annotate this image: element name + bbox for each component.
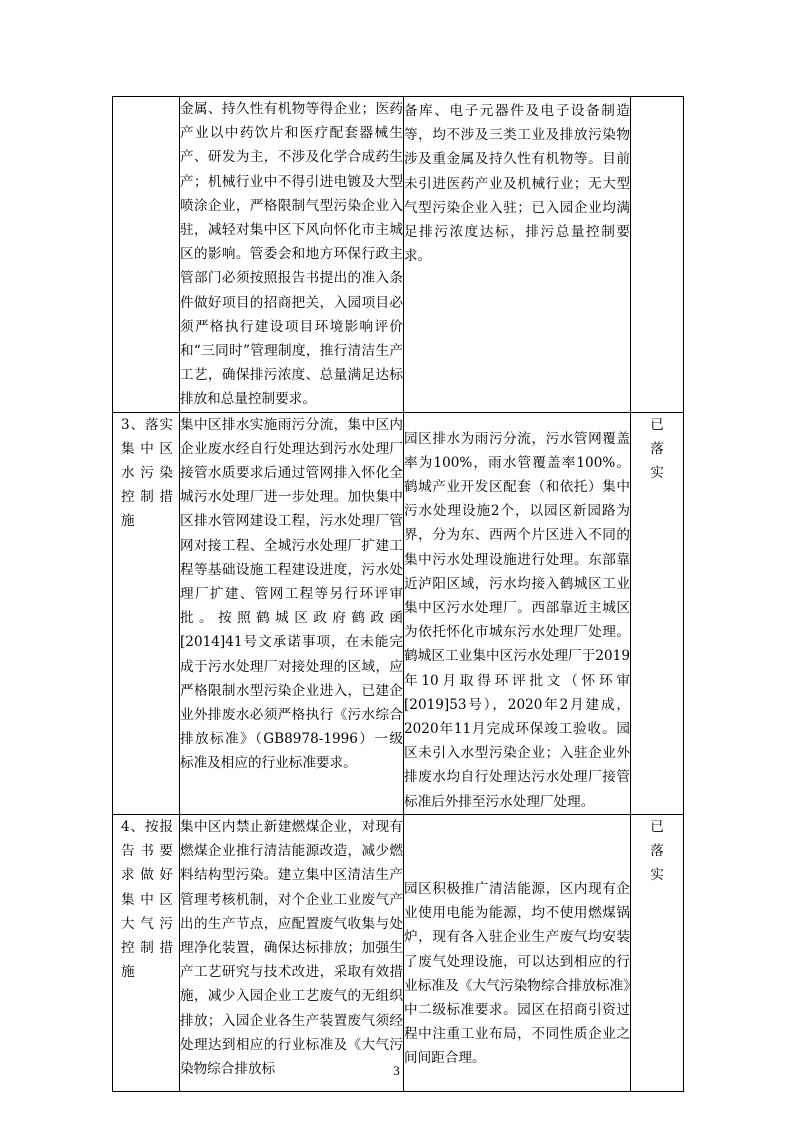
table-row [113, 412, 684, 814]
status-text: 已落实 [650, 416, 664, 481]
measure-cell [113, 412, 180, 814]
table-row [113, 97, 684, 413]
requirement-cell [180, 412, 404, 814]
status-text: 已落实 [650, 818, 664, 883]
implementation-cell [404, 814, 631, 1091]
requirement-cell [180, 814, 404, 1091]
measure-cell [113, 814, 180, 1091]
status-cell [631, 814, 684, 1091]
measure-cell [113, 97, 180, 413]
requirement-cell [180, 97, 404, 413]
requirements-table [112, 96, 684, 1092]
table-row [113, 814, 684, 1091]
page-number: 3 [393, 1063, 400, 1078]
requirement-text: 集中区排水实施雨污分流，集中区内企业废水经自行处理达到污水处理厂接管水质要求后通过管网排入怀化全城污水处理厂进一步处理。加快集中区排水管网建设工程，污水处理厂管网对接工程、全城污水处理厂扩建工程等基础设施工程建设进度，污水处理厂扩建、管网工程等另行环评审批。按照鹤城区政府鹤政函[2014]41号文承诺事项，在未能完成于污水处理厂对接处理的区域，应严格限制水型污染企业进入，已建企业外排废水必须严格执行《污水综合排放标准》（GB8978-1996）一级标准及相应的行业标准要求。 [180, 416, 403, 772]
requirement-text: 金属、持久性有机物等得企业；医药产业以中药饮片和医疗配套器械生产、研发为主，不涉及化学合成药生产；机械行业中不得引进电镀及大型喷涂企业，严格限制气型污染企业入驻，减轻对集中区下风向怀化市主城区的影响。管委会和地方环保行政主管部门必须按照报告书提出的准入条件做好项目的招商把关，入园项目必须严格执行建设项目环境影响评价和“三同时”管理制度，推行清洁生产工艺，确保排污浓度、总量满足达标排放和总量控制要求。 [180, 101, 403, 408]
measure-text: 4、按报告书要求做好集中区大气污控制措施 [121, 818, 173, 981]
implementation-text: 园区排水为雨污分流，污水管网覆盖率为100%，雨水管覆盖率100%。鹤城产业开发区配套（和依托）集中污水处理设施2个，以园区新园路为界，分为东、西两个片区进入不同的集中污水处理设施进行处理。东部靠近泸阳区域，污水均接入鹤城区工业集中区污水处理厂。西部靠近主城区为依托怀化市城东污水处理厂处理。鹤城区工业集中区污水处理厂于2019年10月取得环评批文（怀环审[2019]53号），2020年2月建成，2020年11月完成环保竣工验收。园区未引入水型污染企业；入驻企业外排废水均自行处理达污水处理厂接管标准后外排至污水处理厂处理。 [404, 430, 630, 810]
measure-text: 3、落实集中区水污染控制措施 [121, 416, 173, 530]
implementation-cell [404, 97, 631, 413]
implementation-text: 园区积极推广清洁能源，区内现有企业使用电能为能源，均不使用燃煤锅炉，现有各入驻企业生产废气均安装了废气处理设施，可以达到相应的行业标准及《大气污染物综合排放标准》中二级标准要求。园区在招商引资过程中注重工业布局，不同性质企业之间间距合理。 [404, 880, 630, 1067]
status-cell [631, 97, 684, 413]
implementation-text: 备库、电子元器件及电子设备制造等，均不涉及三类工业及排放污染物涉及重金属及持久性有机物等。目前未引进医药产业及机械行业；无大型气型污染企业入驻；已入园企业均满足排污浓度达标，排污总量控制要求。 [404, 103, 630, 265]
implementation-cell [404, 412, 631, 814]
status-cell [631, 412, 684, 814]
requirement-text: 集中区内禁止新建燃煤企业，对现有燃煤企业推行清洁能源改造，减少燃料结构型污染。建立集中区清洁生产管理考核机制，对个企业工业废气产出的生产节点，应配置废气收集与处理净化装置，确保达标排放；加强生产工艺研究与技术改进，采取有效措施，减少入园企业工艺废气的无组织排放；入园企业各生产装置废气须经处理达到相应的行业标准及《大气污染物综合排放标 [180, 818, 403, 1077]
